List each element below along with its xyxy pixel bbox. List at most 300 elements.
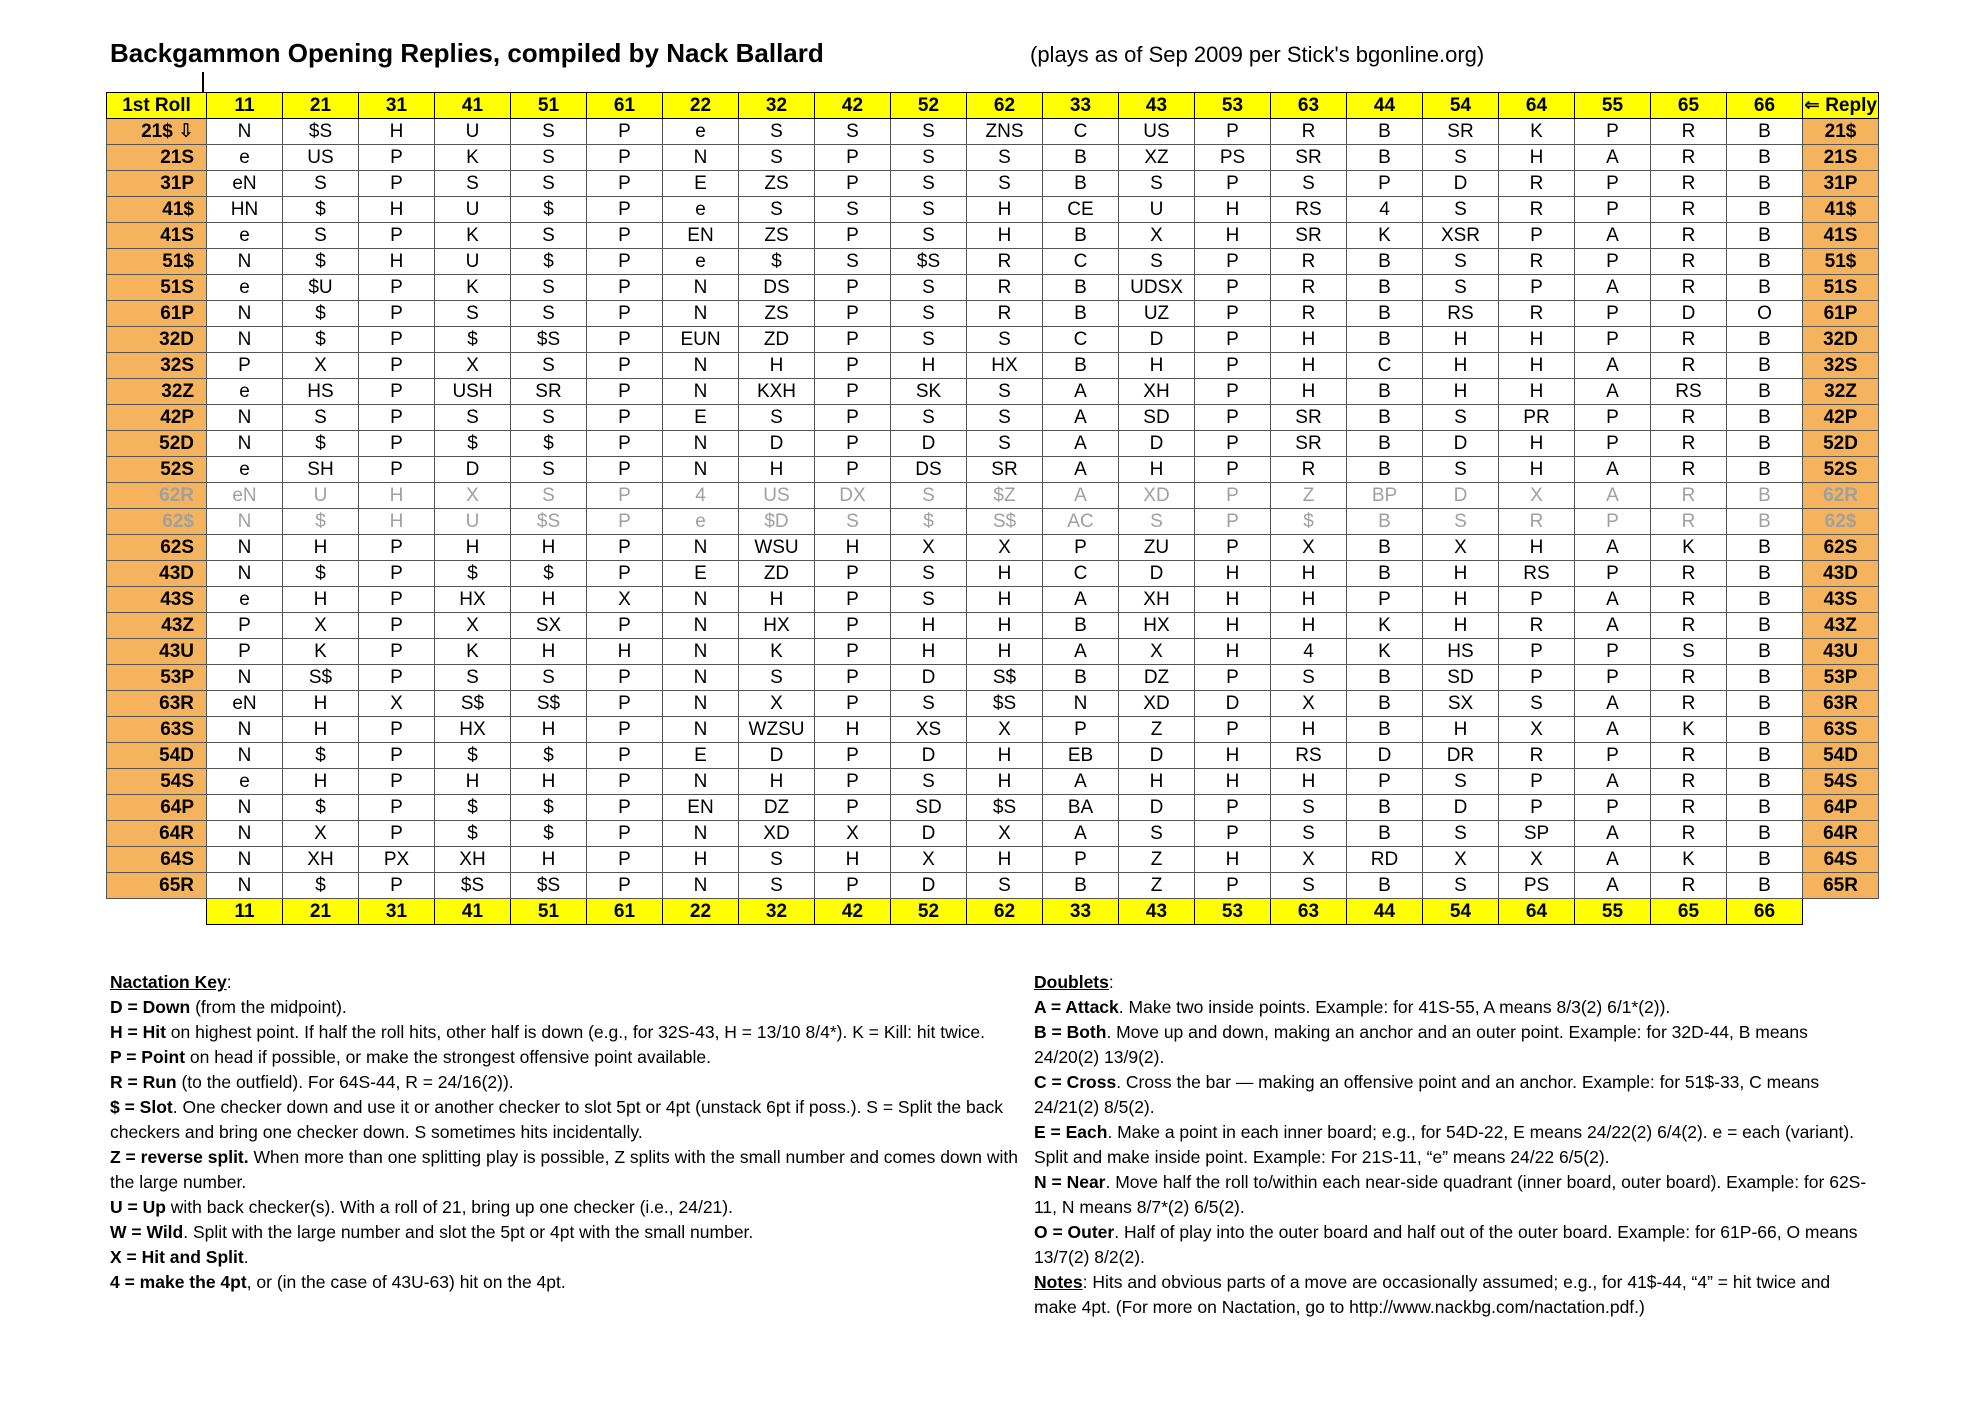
reply-roll-label: 53P	[1803, 665, 1879, 691]
reply-cell: P	[359, 275, 435, 301]
reply-cell: e	[207, 587, 283, 613]
reply-cell: S	[1119, 171, 1195, 197]
nactation-description: . One checker down and use it or another checker to slot 5pt or 4pt (unstack 6pt if poss.). S = Split the back checkers and bring one checker down. S sometimes hits incidentally.	[110, 1097, 1003, 1142]
first-roll-label: 43U	[107, 639, 207, 665]
reply-cell: C	[1043, 561, 1119, 587]
reply-cell: P	[587, 613, 663, 639]
reply-cell: R	[1651, 873, 1727, 899]
reply-cell: D	[1347, 743, 1423, 769]
reply-cell: XD	[739, 821, 815, 847]
reply-cell: R	[1499, 171, 1575, 197]
column-footer: 61	[587, 899, 663, 925]
column-footer: 22	[663, 899, 739, 925]
reply-cell: H	[1499, 535, 1575, 561]
reply-cell: eN	[207, 691, 283, 717]
reply-cell: $	[283, 873, 359, 899]
reply-cell: SR	[1271, 431, 1347, 457]
reply-cell: H	[283, 691, 359, 717]
reply-roll-label: 63R	[1803, 691, 1879, 717]
reply-cell: P	[1195, 171, 1271, 197]
reply-cell: $S	[511, 509, 587, 535]
reply-cell: H	[1119, 353, 1195, 379]
reply-cell: H	[1195, 223, 1271, 249]
reply-cell: $	[511, 197, 587, 223]
reply-cell: P	[207, 639, 283, 665]
reply-cell: H	[1423, 587, 1499, 613]
reply-cell: D	[891, 873, 967, 899]
reply-cell: B	[1727, 223, 1803, 249]
reply-cell: S	[1119, 249, 1195, 275]
reply-cell: S	[1423, 873, 1499, 899]
reply-cell: A	[1043, 431, 1119, 457]
doublets-item	[1034, 1270, 1876, 1320]
reply-cell: P	[1575, 249, 1651, 275]
reply-cell: D	[891, 665, 967, 691]
reply-cell: S	[891, 145, 967, 171]
column-footer: 54	[1423, 899, 1499, 925]
reply-cell: U	[1119, 197, 1195, 223]
nactation-item	[110, 1220, 1030, 1245]
reply-cell: X	[1119, 639, 1195, 665]
reply-cell: P	[359, 223, 435, 249]
reply-cell: R	[1499, 249, 1575, 275]
reply-cell: S	[1423, 249, 1499, 275]
opening-replies-table	[106, 92, 1879, 925]
reply-roll-label: 64R	[1803, 821, 1879, 847]
table-row	[107, 431, 1879, 457]
reply-cell: PX	[359, 847, 435, 873]
reply-cell: S	[891, 587, 967, 613]
reply-cell: A	[1575, 873, 1651, 899]
reply-cell: P	[207, 353, 283, 379]
reply-cell: H	[967, 847, 1043, 873]
reply-cell: P	[1043, 717, 1119, 743]
reply-cell: B	[1727, 613, 1803, 639]
reply-cell: USH	[435, 379, 511, 405]
reply-cell: P	[1347, 769, 1423, 795]
nactation-item	[110, 1070, 1030, 1095]
first-roll-label: 32Z	[107, 379, 207, 405]
reply-cell: S	[891, 275, 967, 301]
reply-cell: EUN	[663, 327, 739, 353]
column-header: 54	[1423, 93, 1499, 119]
column-header: 53	[1195, 93, 1271, 119]
reply-cell: N	[207, 509, 283, 535]
reply-cell: H	[283, 587, 359, 613]
first-roll-label: 62R	[107, 483, 207, 509]
nactation-item	[110, 1245, 1030, 1270]
reply-cell: HN	[207, 197, 283, 223]
table-row	[107, 223, 1879, 249]
reply-cell: H	[967, 743, 1043, 769]
reply-cell: H	[1271, 587, 1347, 613]
reply-cell: $S	[283, 119, 359, 145]
reply-cell: H	[1499, 457, 1575, 483]
reply-cell: H	[511, 587, 587, 613]
reply-cell: R	[1651, 197, 1727, 223]
reply-cell: D	[1119, 431, 1195, 457]
reply-cell: e	[663, 197, 739, 223]
reply-cell: B	[1347, 691, 1423, 717]
reply-roll-label: 52S	[1803, 457, 1879, 483]
reply-cell: H	[1119, 769, 1195, 795]
reply-cell: P	[587, 197, 663, 223]
reply-cell: XH	[283, 847, 359, 873]
reply-cell: $	[283, 743, 359, 769]
reply-cell: P	[1499, 223, 1575, 249]
reply-cell: XH	[1119, 379, 1195, 405]
reply-cell: S$	[283, 665, 359, 691]
reply-cell: S	[891, 327, 967, 353]
reply-cell: S	[891, 561, 967, 587]
reply-cell: D	[1119, 795, 1195, 821]
reply-cell: P	[587, 847, 663, 873]
column-header: 64	[1499, 93, 1575, 119]
reply-roll-label: 62S	[1803, 535, 1879, 561]
first-roll-label: 32D	[107, 327, 207, 353]
reply-cell: X	[283, 613, 359, 639]
reply-cell: P	[359, 405, 435, 431]
reply-cell: K	[435, 145, 511, 171]
nactation-term: U = Up	[110, 1197, 166, 1217]
reply-cell: S	[511, 665, 587, 691]
column-header: 42	[815, 93, 891, 119]
reply-cell: N	[663, 431, 739, 457]
reply-cell: P	[587, 405, 663, 431]
reply-cell: H	[1271, 327, 1347, 353]
reply-cell: H	[1119, 457, 1195, 483]
doublets-description: . Half of play into the outer board and half out of the outer board. Example: for 61P-66, O means 13/7(2) 8/2(2).	[1034, 1222, 1858, 1267]
doublets-term: B = Both	[1034, 1022, 1107, 1042]
reply-cell: B	[1727, 873, 1803, 899]
reply-cell: e	[663, 509, 739, 535]
reply-cell: P	[587, 327, 663, 353]
reply-cell: $S	[435, 873, 511, 899]
table-row	[107, 379, 1879, 405]
reply-cell: SD	[1423, 665, 1499, 691]
reply-cell: SD	[1119, 405, 1195, 431]
doublets-description: . Cross the bar — making an offensive point and an anchor. Example: for 51$-33, C means 24/21(2) 8/5(2).	[1034, 1072, 1820, 1117]
nactation-term: D = Down	[110, 997, 191, 1017]
reply-cell: P	[587, 561, 663, 587]
reply-cell: S	[1651, 639, 1727, 665]
reply-cell: P	[587, 795, 663, 821]
reply-roll-label: 43Z	[1803, 613, 1879, 639]
reply-cell: R	[1651, 743, 1727, 769]
reply-cell: P	[1195, 431, 1271, 457]
reply-cell: B	[1347, 665, 1423, 691]
reply-cell: P	[815, 665, 891, 691]
doublets-description: : Hits and obvious parts of a move are occasionally assumed; e.g., for 41$-44, “4” = hit twice and make 4pt. (For more on Nactation, go to http://www.nackbg.com/nactation.pdf.)	[1034, 1272, 1831, 1317]
reply-cell: $U	[283, 275, 359, 301]
reply-cell: S	[511, 301, 587, 327]
reply-cell: D	[891, 743, 967, 769]
reply-cell: X	[1499, 483, 1575, 509]
reply-cell: RS	[1651, 379, 1727, 405]
column-footer: 11	[207, 899, 283, 925]
reply-cell: N	[663, 613, 739, 639]
reply-roll-label: 42P	[1803, 405, 1879, 431]
reply-cell: P	[1575, 509, 1651, 535]
reply-cell: H	[435, 769, 511, 795]
nactation-item	[110, 1045, 1030, 1070]
reply-cell: S	[1423, 769, 1499, 795]
reply-cell: K	[1347, 613, 1423, 639]
reply-cell: P	[1195, 509, 1271, 535]
doublets-term: O = Outer	[1034, 1222, 1115, 1242]
reply-cell: R	[1271, 457, 1347, 483]
reply-cell: K	[435, 639, 511, 665]
reply-cell: N	[663, 769, 739, 795]
reply-cell: 4	[663, 483, 739, 509]
reply-cell: P	[815, 873, 891, 899]
first-roll-label: 43Z	[107, 613, 207, 639]
reply-cell: U	[435, 119, 511, 145]
reply-cell: P	[1195, 717, 1271, 743]
reply-cell: E	[663, 561, 739, 587]
table-row	[107, 535, 1879, 561]
reply-cell: $	[435, 561, 511, 587]
reply-cell: D	[1119, 561, 1195, 587]
reply-cell: S	[1423, 405, 1499, 431]
reply-cell: RS	[1499, 561, 1575, 587]
first-roll-label: 51S	[107, 275, 207, 301]
reply-cell: SR	[967, 457, 1043, 483]
reply-cell: P	[359, 717, 435, 743]
reply-cell: H	[967, 561, 1043, 587]
reply-cell: N	[1043, 691, 1119, 717]
reply-cell: B	[1727, 119, 1803, 145]
reply-cell: B	[1727, 197, 1803, 223]
column-footer: 42	[815, 899, 891, 925]
nactation-item	[110, 1270, 1030, 1295]
reply-cell: X	[283, 353, 359, 379]
reply-cell: R	[1651, 795, 1727, 821]
reply-roll-label: 32Z	[1803, 379, 1879, 405]
reply-cell: H	[1195, 613, 1271, 639]
reply-cell: N	[663, 717, 739, 743]
reply-cell: B	[1727, 665, 1803, 691]
reply-cell: B	[1347, 535, 1423, 561]
reply-cell: SD	[891, 795, 967, 821]
reply-cell: H	[359, 249, 435, 275]
reply-cell: A	[1043, 769, 1119, 795]
reply-cell: B	[1347, 873, 1423, 899]
reply-cell: P	[815, 457, 891, 483]
divider-tick	[202, 72, 204, 94]
table-row	[107, 483, 1879, 509]
reply-cell: S	[967, 145, 1043, 171]
reply-roll-label: 65R	[1803, 873, 1879, 899]
reply-cell: S	[511, 353, 587, 379]
reply-cell: $	[283, 561, 359, 587]
reply-cell: P	[1575, 327, 1651, 353]
reply-cell: P	[359, 873, 435, 899]
reply-cell: P	[1347, 587, 1423, 613]
reply-cell: R	[1651, 275, 1727, 301]
reply-cell: ZD	[739, 327, 815, 353]
reply-cell: H	[435, 535, 511, 561]
table-row	[107, 509, 1879, 535]
reply-cell: H	[967, 223, 1043, 249]
reply-cell: H	[739, 587, 815, 613]
reply-cell: N	[207, 743, 283, 769]
reply-cell: P	[359, 639, 435, 665]
reply-cell: S	[891, 223, 967, 249]
reply-cell: B	[1727, 431, 1803, 457]
reply-cell: B	[1727, 561, 1803, 587]
reply-cell: S	[739, 145, 815, 171]
table-row	[107, 717, 1879, 743]
reply-cell: B	[1727, 457, 1803, 483]
reply-cell: S	[967, 171, 1043, 197]
reply-cell: A	[1575, 691, 1651, 717]
reply-cell: S	[511, 483, 587, 509]
reply-cell: H	[283, 717, 359, 743]
table-row	[107, 301, 1879, 327]
reply-cell: P	[587, 431, 663, 457]
reply-cell: P	[1195, 795, 1271, 821]
reply-cell: U	[435, 197, 511, 223]
reply-cell: E	[663, 405, 739, 431]
reply-cell: N	[207, 431, 283, 457]
reply-cell: R	[1499, 509, 1575, 535]
reply-cell: P	[587, 717, 663, 743]
column-footer: 62	[967, 899, 1043, 925]
reply-cell: B	[1043, 613, 1119, 639]
reply-cell: $	[435, 327, 511, 353]
reply-cell: P	[1575, 743, 1651, 769]
reply-cell: B	[1727, 535, 1803, 561]
doublets-term: A = Attack	[1034, 997, 1119, 1017]
reply-roll-label: 32D	[1803, 327, 1879, 353]
reply-cell: P	[1195, 327, 1271, 353]
reply-cell: N	[207, 821, 283, 847]
reply-cell: S	[511, 119, 587, 145]
reply-cell: P	[1499, 275, 1575, 301]
reply-cell: N	[207, 405, 283, 431]
reply-cell: PS	[1499, 873, 1575, 899]
reply-cell: P	[587, 509, 663, 535]
reply-cell: H	[359, 509, 435, 535]
reply-cell: B	[1043, 301, 1119, 327]
reply-cell: P	[359, 457, 435, 483]
table-row	[107, 197, 1879, 223]
reply-cell: H	[1195, 587, 1271, 613]
reply-cell: R	[1651, 561, 1727, 587]
reply-cell: S	[891, 301, 967, 327]
reply-cell: X	[1271, 535, 1347, 561]
reply-cell: K	[1651, 717, 1727, 743]
reply-cell: B	[1347, 249, 1423, 275]
column-footer: 41	[435, 899, 511, 925]
reply-cell: H	[739, 457, 815, 483]
reply-cell: P	[587, 743, 663, 769]
reply-cell: B	[1727, 275, 1803, 301]
reply-cell: X	[283, 821, 359, 847]
first-roll-label: 51$	[107, 249, 207, 275]
reply-cell: P	[359, 327, 435, 353]
reply-cell: RS	[1423, 301, 1499, 327]
reply-cell: H	[1271, 613, 1347, 639]
nactation-term: $ = Slot	[110, 1097, 173, 1117]
reply-cell: N	[663, 665, 739, 691]
reply-cell: D	[1651, 301, 1727, 327]
reply-cell: H	[1271, 769, 1347, 795]
reply-cell: P	[1499, 795, 1575, 821]
reply-roll-label: 41S	[1803, 223, 1879, 249]
first-roll-label: 52S	[107, 457, 207, 483]
reply-cell: P	[1195, 665, 1271, 691]
reply-cell: P	[587, 301, 663, 327]
reply-cell: DX	[815, 483, 891, 509]
nactation-item	[110, 1020, 1030, 1045]
table-row	[107, 691, 1879, 717]
reply-cell: B	[1347, 327, 1423, 353]
reply-cell: eN	[207, 483, 283, 509]
reply-cell: H	[511, 847, 587, 873]
nactation-description: .	[243, 1247, 249, 1267]
reply-cell: P	[1575, 561, 1651, 587]
reply-cell: HX	[1119, 613, 1195, 639]
reply-cell: WSU	[739, 535, 815, 561]
nactation-term: 4 = make the 4pt	[110, 1272, 247, 1292]
reply-cell: S	[283, 223, 359, 249]
reply-cell: P	[359, 171, 435, 197]
reply-cell: P	[359, 743, 435, 769]
reply-cell: XZ	[1119, 145, 1195, 171]
first-roll-label: 62S	[107, 535, 207, 561]
reply-cell: $	[739, 249, 815, 275]
reply-cell: E	[663, 171, 739, 197]
column-header: 65	[1651, 93, 1727, 119]
first-roll-label: 54S	[107, 769, 207, 795]
reply-cell: P	[1195, 821, 1271, 847]
reply-cell: S	[967, 379, 1043, 405]
reply-cell: SP	[1499, 821, 1575, 847]
reply-cell: S	[967, 327, 1043, 353]
reply-cell: PS	[1195, 145, 1271, 171]
first-roll-label: 64S	[107, 847, 207, 873]
reply-cell: P	[1575, 405, 1651, 431]
reply-cell: H	[663, 847, 739, 873]
reply-cell: X	[587, 587, 663, 613]
reply-cell: SR	[1271, 145, 1347, 171]
reply-cell: C	[1043, 327, 1119, 353]
reply-cell: A	[1575, 145, 1651, 171]
reply-cell: S	[1271, 665, 1347, 691]
reply-cell: B	[1727, 795, 1803, 821]
doublets-description: . Make a point in each inner board; e.g., for 54D-22, E means 24/22(2) 6/4(2). e = each (variant). Split and make inside point. Example: For 21S-11, “e” means 24/22 6/5(2).	[1034, 1122, 1855, 1167]
nactation-description: on head if possible, or make the strongest offensive point available.	[185, 1047, 712, 1067]
reply-cell: H	[1499, 379, 1575, 405]
reply-cell: D	[739, 431, 815, 457]
reply-cell: P	[1195, 405, 1271, 431]
blank-cell	[1803, 899, 1879, 925]
nactation-item	[110, 1145, 1030, 1195]
reply-cell: DS	[739, 275, 815, 301]
reply-cell: S$	[967, 509, 1043, 535]
reply-cell: K	[1347, 223, 1423, 249]
reply-cell: S	[891, 483, 967, 509]
reply-cell: H	[891, 639, 967, 665]
doublets-key: Doublets: A = Attack. Make two inside points. Example: for 41S-55, A means 8/3(2) 6/1*(2)). B = Both. Move up and down, making an anchor and an outer point. Example: for 32D-44, B means 24/20(2) 13/9(2). C = Cross. Cross the bar — making an offensive point and an anchor. Example: for 51$-33, C means 24/21(2) 8/5(2). E = Each. Make a point in each inner board; e.g., for 54D-22, E means 24/22(2) 6/4(2). e = each (variant). Split and make inside point. Example: For 21S-11, “e” means 24/22 6/5(2). N = Near. Move half the roll to/within each near-side quadrant (inner board, outer board). Example: for 62S-11, N means 8/7*(2) 6/5(2). O = Outer. Half of play into the outer board and half out of the outer board. Example: for 61P-66, O means 13/7(2) 8/2(2). Notes: Hits and obvious parts of a move are occasionally assumed; e.g., for 41$-44, “4” = hit twice and make 4pt. (For more on Nactation, go to http://www.nackbg.com/nactation.pdf.)	[1034, 970, 1876, 1320]
reply-cell: DZ	[739, 795, 815, 821]
reply-cell: X	[1499, 847, 1575, 873]
reply-cell: $	[511, 821, 587, 847]
reply-cell: S	[739, 847, 815, 873]
reply-cell: N	[207, 561, 283, 587]
